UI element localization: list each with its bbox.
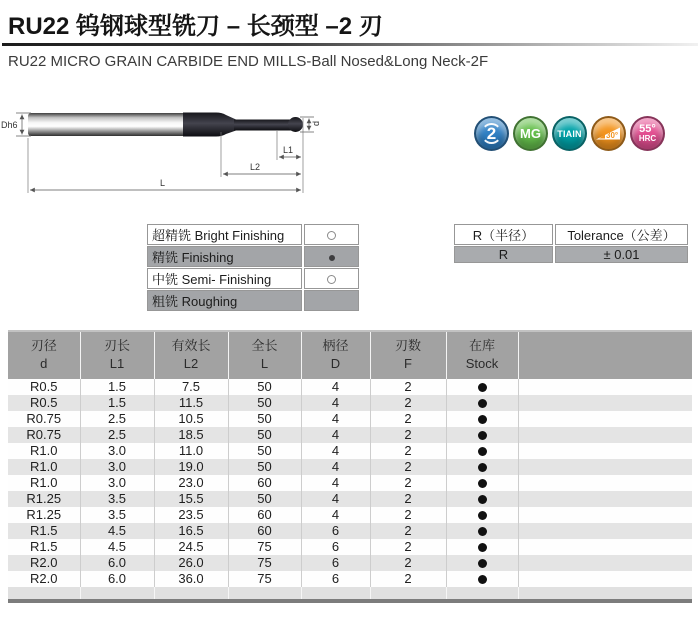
spec-cell: 7.5 — [154, 379, 228, 395]
empty-cell — [446, 587, 518, 599]
spacer-cell — [518, 395, 692, 411]
spec-cell: 4 — [301, 507, 370, 523]
spec-cell: 4 — [301, 411, 370, 427]
spec-cell: 60 — [228, 523, 301, 539]
spec-row — [8, 523, 692, 539]
stock-cell — [446, 491, 518, 507]
spec-cell: 4 — [301, 379, 370, 395]
stock-cell — [446, 379, 518, 395]
spec-cell: R2.0 — [30, 555, 58, 571]
spec-cell: R0.5 — [30, 379, 58, 395]
empty-cell — [8, 587, 80, 599]
stock-cell — [446, 507, 518, 523]
spec-cell: 26.0 — [154, 555, 228, 571]
badge-row — [474, 116, 665, 151]
tolerance-header-tolerance: Tolerance（公差） — [555, 224, 688, 245]
spec-cell: 2 — [370, 395, 446, 411]
stock-cell — [446, 395, 518, 411]
selected-marker-icon — [329, 255, 335, 261]
dim-label-l1: L1 — [283, 145, 294, 155]
spec-cell: 1.5 — [80, 379, 154, 395]
spacer-cell — [518, 411, 692, 427]
spec-cell: 6 — [301, 571, 370, 587]
spec-cell: 2 — [370, 459, 446, 475]
col-header-d: 刃径 d — [8, 331, 80, 379]
spec-cell: 3.0 — [80, 459, 154, 475]
stock-cell — [446, 523, 518, 539]
spec-cell: 2 — [370, 539, 446, 555]
stock-cell — [446, 571, 518, 587]
spec-cell: R1.0 — [30, 443, 58, 459]
spec-table-section — [8, 330, 692, 603]
spec-cell: 2 — [370, 475, 446, 491]
spacer-cell — [518, 571, 692, 587]
spec-cell: 3.5 — [80, 491, 154, 507]
hardness-badge-icon — [630, 116, 665, 151]
empty-cell — [228, 587, 301, 599]
in-stock-dot-icon — [478, 383, 487, 392]
in-stock-dot-icon — [478, 399, 487, 408]
spec-row — [8, 539, 692, 555]
spec-cell: 3.5 — [80, 507, 154, 523]
coated-body-shape — [183, 113, 236, 137]
finishing-row — [147, 224, 359, 245]
spec-cell: R1.0 — [30, 475, 58, 491]
spec-cell: 6 — [301, 539, 370, 555]
spec-cell: 2 — [370, 571, 446, 587]
in-stock-dot-icon — [478, 447, 487, 456]
spec-cell: 2 — [370, 443, 446, 459]
hardness-unit: HRC — [638, 134, 657, 143]
spacer-cell — [518, 427, 692, 443]
finishing-marker-cell — [304, 268, 359, 289]
page-title: RU22 钨钢球型铣刀 – 长颈型 –2 刃 — [8, 13, 383, 40]
spec-row — [8, 427, 692, 443]
flutes-2-badge-icon — [474, 116, 509, 151]
spec-cell: 2.5 — [80, 411, 154, 427]
spec-cell: R1.5 — [30, 539, 58, 555]
spec-cell: 2.5 — [80, 427, 154, 443]
coating-label: TIAIN — [557, 128, 582, 139]
tolerance-header-radius: R（半径） — [454, 224, 553, 245]
spec-header-row — [8, 331, 692, 379]
spec-cell: R1.0 — [30, 459, 58, 475]
stock-cell — [446, 427, 518, 443]
spacer-cell — [518, 523, 692, 539]
tiain-coating-badge-icon — [552, 116, 587, 151]
empty-cell — [370, 587, 446, 599]
hardness-value: 55° — [639, 123, 656, 135]
in-stock-dot-icon — [478, 575, 487, 584]
spec-cell: 4.5 — [80, 523, 154, 539]
spec-cell: 4.5 — [80, 539, 154, 555]
spec-cell: 4 — [301, 395, 370, 411]
finishing-table-body — [147, 224, 359, 311]
spec-row — [8, 475, 692, 491]
spec-cell: 24.5 — [154, 539, 228, 555]
spec-cell: 60 — [228, 507, 301, 523]
table-bottom-border — [8, 599, 692, 603]
spec-cell: 18.5 — [154, 427, 228, 443]
spec-cell: 11.0 — [154, 443, 228, 459]
dim-label-shank-dia: Dh6 — [1, 120, 18, 130]
spec-cell: 23.5 — [154, 507, 228, 523]
spec-cell: 4 — [301, 491, 370, 507]
spec-cell: 50 — [228, 411, 301, 427]
stock-cell — [446, 443, 518, 459]
spec-row — [8, 379, 692, 395]
spec-cell: R2.0 — [30, 571, 58, 587]
dim-label-l2: L2 — [250, 162, 261, 172]
spec-cell: 6.0 — [80, 571, 154, 587]
tolerance-radius-value: R — [454, 246, 553, 263]
spec-cell: 11.5 — [154, 395, 228, 411]
spec-cell: 75 — [228, 555, 301, 571]
flutes-count: 2 — [486, 123, 497, 143]
spec-cell: 75 — [228, 571, 301, 587]
in-stock-dot-icon — [478, 463, 487, 472]
spec-row — [8, 443, 692, 459]
finishing-label: 超精铣 Bright Finishing — [147, 224, 302, 245]
title-divider — [2, 43, 698, 46]
spec-cell: R1.25 — [26, 491, 62, 507]
in-stock-dot-icon — [478, 559, 487, 568]
finishing-row — [147, 290, 359, 311]
col-header-l1: 刃长 L1 — [80, 331, 154, 379]
neck-shape — [234, 120, 291, 131]
empty-cell — [154, 587, 228, 599]
spec-cell: 6.0 — [80, 555, 154, 571]
in-stock-dot-icon — [478, 527, 487, 536]
tolerance-table — [452, 223, 690, 264]
spec-table-body — [8, 379, 692, 599]
spec-cell: 4 — [301, 475, 370, 491]
spec-cell: 36.0 — [154, 571, 228, 587]
spec-cell: 15.5 — [154, 491, 228, 507]
finishing-label: 精铣 Finishing — [147, 246, 302, 267]
stock-cell — [446, 539, 518, 555]
ramp-angle-triangle-icon — [599, 135, 605, 139]
dim-label-tip-dia: d — [311, 120, 321, 126]
in-stock-dot-icon — [478, 495, 487, 504]
spec-cell: 2 — [370, 555, 446, 571]
tolerance-header-row — [454, 224, 688, 245]
spec-cell: 10.5 — [154, 411, 228, 427]
spec-cell: 50 — [228, 443, 301, 459]
spec-cell: 1.5 — [80, 395, 154, 411]
spacer-cell — [518, 459, 692, 475]
finishing-marker-cell — [304, 224, 359, 245]
finishing-table — [145, 223, 361, 312]
in-stock-dot-icon — [478, 431, 487, 440]
spec-table — [8, 330, 692, 599]
spec-cell: 23.0 — [154, 475, 228, 491]
spec-cell: R0.5 — [30, 395, 58, 411]
page-subtitle: RU22 MICRO GRAIN CARBIDE END MILLS-Ball Nosed&Long Neck-2F — [8, 53, 489, 70]
spec-cell: R0.75 — [26, 411, 62, 427]
micro-grain-badge-icon — [513, 116, 548, 151]
dim-label-l: L — [160, 178, 166, 188]
spacer-cell — [518, 443, 692, 459]
col-header-stock: 在库 Stock — [446, 331, 518, 379]
spec-row — [8, 491, 692, 507]
spec-cell: 2 — [370, 507, 446, 523]
spacer-cell — [518, 475, 692, 491]
in-stock-dot-icon — [478, 543, 487, 552]
spec-cell: 4 — [301, 443, 370, 459]
col-header-l: 全长 L — [228, 331, 301, 379]
col-header-flutes: 刃数 F — [370, 331, 446, 379]
ball-nose-shape — [288, 117, 303, 132]
micro-grain-label: MG — [520, 126, 541, 141]
spec-cell: 16.5 — [154, 523, 228, 539]
ramp-angle-badge-icon — [591, 116, 626, 151]
ramp-angle-value: 30° — [606, 131, 619, 140]
empty-cell — [518, 587, 692, 599]
option-circle-icon — [327, 231, 336, 240]
spec-cell: 60 — [228, 475, 301, 491]
col-header-l2: 有效长 L2 — [154, 331, 228, 379]
spec-cell: 50 — [228, 395, 301, 411]
spec-cell: R1.25 — [26, 507, 62, 523]
spacer-cell — [518, 507, 692, 523]
shank-shape — [28, 113, 186, 136]
spec-cell: R1.5 — [30, 523, 58, 539]
spec-cell: 4 — [301, 459, 370, 475]
in-stock-dot-icon — [478, 415, 487, 424]
spec-cell: 2 — [370, 491, 446, 507]
finishing-label: 粗铣 Roughing — [147, 290, 302, 311]
empty-cell — [301, 587, 370, 599]
stock-cell — [446, 411, 518, 427]
spec-row — [8, 507, 692, 523]
in-stock-dot-icon — [478, 479, 487, 488]
col-header-shank: 柄径 D — [301, 331, 370, 379]
in-stock-dot-icon — [478, 511, 487, 520]
spec-cell: 2 — [370, 411, 446, 427]
spec-row — [8, 459, 692, 475]
spec-cell: 4 — [301, 427, 370, 443]
spec-cell: 6 — [301, 555, 370, 571]
finishing-marker-cell — [304, 246, 359, 267]
spec-cell: 2 — [370, 427, 446, 443]
finishing-row — [147, 246, 359, 267]
spec-cell: 2 — [370, 379, 446, 395]
stock-cell — [446, 555, 518, 571]
spacer-cell — [518, 539, 692, 555]
finishing-label: 中铣 Semi- Finishing — [147, 268, 302, 289]
spec-cell: 50 — [228, 491, 301, 507]
spec-cell: 3.0 — [80, 475, 154, 491]
spacer-cell — [518, 491, 692, 507]
spec-row — [8, 555, 692, 571]
tolerance-value-row — [454, 246, 688, 263]
spec-cell: 6 — [301, 523, 370, 539]
spec-cell: 2 — [370, 523, 446, 539]
spec-cell: 75 — [228, 539, 301, 555]
spec-row — [8, 395, 692, 411]
stock-cell — [446, 459, 518, 475]
spec-cell: R0.75 — [26, 427, 62, 443]
spec-cell: 19.0 — [154, 459, 228, 475]
spec-cell: 50 — [228, 379, 301, 395]
option-circle-icon — [327, 275, 336, 284]
spec-row — [8, 571, 692, 587]
empty-row — [8, 587, 692, 599]
finishing-marker-cell — [304, 290, 359, 311]
stock-cell — [446, 475, 518, 491]
tolerance-value: ± 0.01 — [555, 246, 688, 263]
empty-cell — [80, 587, 154, 599]
spec-cell: 3.0 — [80, 443, 154, 459]
spec-cell: 50 — [228, 459, 301, 475]
spacer-cell — [518, 379, 692, 395]
spacer-cell — [518, 555, 692, 571]
spec-row — [8, 411, 692, 427]
col-header-spacer — [518, 331, 692, 379]
tool-diagram — [0, 98, 330, 203]
finishing-row — [147, 268, 359, 289]
spec-cell: 50 — [228, 427, 301, 443]
swirl-arrow-icon — [481, 123, 502, 144]
